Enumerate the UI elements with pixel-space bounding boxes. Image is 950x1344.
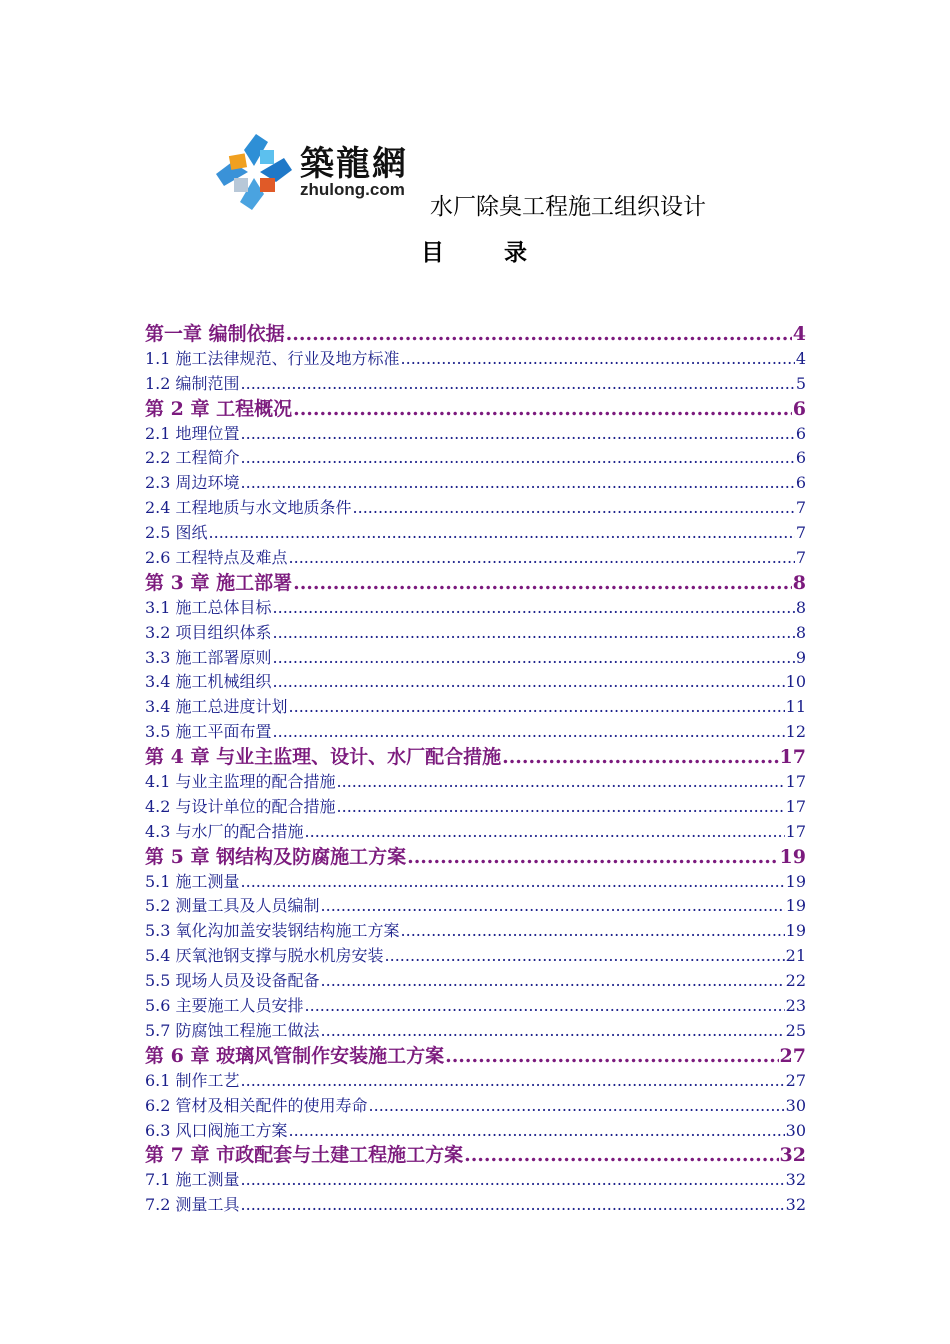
toc-entry-page-number: 19	[785, 921, 806, 941]
toc-section-entry[interactable]	[145, 496, 806, 521]
toc-entry-page-number: 6	[795, 448, 806, 468]
logo-url-text: zhulong.com	[300, 180, 405, 199]
toc-entry-label: 2.1 地理位置	[145, 423, 240, 443]
toc-entry-label: 6.1 制作工艺	[145, 1070, 240, 1090]
toc-chapter-entry[interactable]	[145, 845, 806, 870]
toc-entry-label: 5.5 现场人员及设备配备	[145, 971, 320, 991]
toc-entry-label: 2.3 周边环境	[145, 473, 240, 493]
toc-entry-label: 第 7 章 市政配套与土建工程施工方案	[145, 1144, 464, 1167]
toc-entry-label: 第一章 编制依据	[145, 323, 285, 345]
toc-entry-label: 7.1 施工测量	[145, 1170, 240, 1190]
toc-dot-leader	[369, 1094, 785, 1119]
toc-section-entry[interactable]	[145, 1119, 806, 1144]
toc-section-entry[interactable]	[145, 695, 806, 720]
toc-entry-page-number: 4	[792, 323, 806, 345]
toc-section-entry[interactable]	[145, 795, 806, 820]
toc-dot-leader	[305, 820, 785, 845]
logo-pinwheel-icon	[214, 132, 294, 212]
zhulong-logo	[214, 132, 428, 212]
toc-section-entry[interactable]	[145, 894, 806, 919]
toc-entry-page-number: 17	[785, 796, 806, 816]
toc-entry-page-number: 8	[795, 597, 806, 617]
toc-entry-label: 6.2 管材及相关配件的使用寿命	[145, 1095, 368, 1115]
toc-dot-leader	[241, 870, 785, 895]
toc-section-entry[interactable]	[145, 770, 806, 795]
toc-entry-page-number: 7	[795, 498, 806, 518]
toc-section-entry[interactable]	[145, 372, 806, 397]
toc-section-entry[interactable]	[145, 670, 806, 695]
toc-entry-page-number: 7	[795, 523, 806, 543]
toc-entry-label: 3.4 施工机械组织	[145, 672, 272, 692]
toc-entry-page-number: 19	[779, 845, 806, 868]
toc-entry-page-number: 17	[785, 821, 806, 841]
toc-dot-leader	[321, 1019, 785, 1044]
toc-entry-page-number: 10	[785, 672, 806, 692]
logo-chinese-text: 築龍網	[300, 144, 408, 184]
toc-dot-leader	[241, 422, 795, 447]
toc-heading-left: 目	[421, 239, 446, 266]
toc-entry-label: 5.1 施工测量	[145, 871, 240, 891]
toc-section-entry[interactable]	[145, 1168, 806, 1193]
toc-entry-page-number: 5	[795, 373, 806, 393]
toc-entry-page-number: 30	[785, 1095, 806, 1115]
toc-dot-leader	[289, 546, 795, 571]
toc-entry-label: 6.3 风口阀施工方案	[145, 1120, 288, 1140]
toc-entry-label: 3.3 施工部署原则	[145, 647, 272, 667]
toc-dot-leader	[401, 347, 795, 372]
toc-entry-page-number: 8	[792, 571, 806, 594]
toc-entry-label: 1.2 编制范围	[145, 373, 240, 393]
toc-dot-leader	[337, 795, 785, 820]
toc-entry-label: 7.2 测量工具	[145, 1195, 240, 1215]
toc-entry-label: 1.1 施工法律规范、行业及地方标准	[145, 348, 400, 368]
toc-entry-page-number: 4	[795, 348, 806, 368]
toc-entry-page-number: 7	[795, 548, 806, 568]
toc-entry-label: 2.4 工程地质与水文地质条件	[145, 498, 352, 518]
toc-entry-label: 4.2 与设计单位的配合措施	[145, 796, 336, 816]
toc-entry-page-number: 17	[779, 746, 806, 769]
toc-dot-leader	[293, 397, 792, 422]
toc-entry-page-number: 19	[785, 871, 806, 891]
toc-dot-leader	[241, 1168, 785, 1193]
toc-dot-leader	[385, 944, 785, 969]
toc-entry-label: 5.3 氧化沟加盖安装钢结构施工方案	[145, 921, 400, 941]
toc-entry-page-number: 32	[785, 1170, 806, 1190]
toc-section-entry[interactable]	[145, 720, 806, 745]
toc-entry-label: 第 2 章 工程概况	[145, 397, 293, 420]
toc-section-entry[interactable]	[145, 521, 806, 546]
toc-section-entry[interactable]	[145, 1094, 806, 1119]
document-title: 水厂除臭工程施工组织设计	[430, 194, 706, 220]
toc-dot-leader	[289, 1119, 785, 1144]
toc-entry-label: 2.6 工程特点及难点	[145, 548, 288, 568]
toc-dot-leader	[273, 670, 785, 695]
toc-entry-label: 4.3 与水厂的配合措施	[145, 821, 304, 841]
toc-dot-leader	[502, 745, 778, 770]
toc-dot-leader	[321, 894, 785, 919]
toc-chapter-entry[interactable]	[145, 571, 806, 596]
toc-entry-label: 3.5 施工平面布置	[145, 722, 272, 742]
toc-dot-leader	[289, 695, 785, 720]
toc-entry-label: 4.1 与业主监理的配合措施	[145, 772, 336, 792]
toc-dot-leader	[241, 1069, 785, 1094]
toc-heading	[0, 234, 950, 267]
toc-dot-leader	[464, 1143, 778, 1168]
toc-dot-leader	[401, 919, 785, 944]
table-of-contents	[145, 322, 806, 1218]
toc-dot-leader	[241, 372, 795, 397]
toc-entry-label: 第 3 章 施工部署	[145, 571, 293, 594]
toc-section-entry[interactable]	[145, 820, 806, 845]
toc-section-entry[interactable]	[145, 347, 806, 372]
toc-section-entry[interactable]	[145, 446, 806, 471]
toc-section-entry[interactable]	[145, 1193, 806, 1218]
toc-section-entry[interactable]	[145, 596, 806, 621]
toc-section-entry[interactable]	[145, 870, 806, 895]
toc-entry-label: 3.2 项目组织体系	[145, 622, 272, 642]
toc-section-entry[interactable]	[145, 919, 806, 944]
toc-entry-page-number: 11	[785, 697, 806, 717]
toc-entry-page-number: 21	[785, 946, 806, 966]
toc-entry-label: 2.5 图纸	[145, 523, 208, 543]
toc-dot-leader	[273, 646, 795, 671]
toc-dot-leader	[445, 1044, 778, 1069]
toc-section-entry[interactable]	[145, 969, 806, 994]
toc-section-entry[interactable]	[145, 1069, 806, 1094]
toc-chapter-entry[interactable]	[145, 1143, 806, 1168]
toc-entry-page-number: 19	[785, 896, 806, 916]
toc-entry-page-number: 8	[795, 622, 806, 642]
toc-dot-leader	[286, 322, 792, 347]
toc-dot-leader	[209, 521, 795, 546]
toc-dot-leader	[241, 1193, 785, 1218]
toc-entry-label: 3.1 施工总体目标	[145, 597, 272, 617]
toc-section-entry[interactable]	[145, 546, 806, 571]
toc-dot-leader	[273, 596, 795, 621]
toc-section-entry[interactable]	[145, 1019, 806, 1044]
toc-dot-leader	[321, 969, 785, 994]
toc-entry-label: 5.4 厌氧池钢支撑与脱水机房安装	[145, 946, 384, 966]
toc-entry-label: 5.7 防腐蚀工程施工做法	[145, 1020, 320, 1040]
toc-chapter-entry[interactable]	[145, 745, 806, 770]
toc-dot-leader	[273, 720, 785, 745]
toc-dot-leader	[293, 571, 792, 596]
toc-entry-label: 2.2 工程简介	[145, 448, 240, 468]
toc-entry-label: 第 4 章 与业主监理、设计、水厂配合措施	[145, 746, 502, 769]
toc-section-entry[interactable]	[145, 646, 806, 671]
toc-entry-page-number: 6	[795, 473, 806, 493]
toc-section-entry[interactable]	[145, 422, 806, 447]
toc-entry-page-number: 27	[779, 1044, 806, 1067]
toc-entry-label: 5.6 主要施工人员安排	[145, 996, 304, 1016]
toc-entry-page-number: 25	[785, 1020, 806, 1040]
toc-entry-page-number: 30	[785, 1120, 806, 1140]
toc-dot-leader	[337, 770, 785, 795]
toc-entry-page-number: 27	[785, 1070, 806, 1090]
toc-entry-page-number: 12	[785, 722, 806, 742]
toc-entry-page-number: 17	[785, 772, 806, 792]
toc-dot-leader	[241, 471, 795, 496]
toc-chapter-entry[interactable]	[145, 1044, 806, 1069]
toc-dot-leader	[305, 994, 785, 1019]
toc-section-entry[interactable]	[145, 994, 806, 1019]
toc-dot-leader	[407, 845, 778, 870]
toc-section-entry[interactable]	[145, 621, 806, 646]
toc-entry-page-number: 23	[785, 996, 806, 1016]
toc-heading-right: 录	[504, 239, 529, 266]
toc-entry-label: 第 6 章 玻璃风管制作安装施工方案	[145, 1044, 445, 1067]
toc-entry-label: 5.2 测量工具及人员编制	[145, 896, 320, 916]
toc-entry-label: 3.4 施工总进度计划	[145, 697, 288, 717]
toc-entry-page-number: 9	[795, 647, 806, 667]
toc-entry-page-number: 6	[795, 423, 806, 443]
toc-dot-leader	[273, 621, 795, 646]
toc-entry-page-number: 32	[779, 1144, 806, 1167]
toc-chapter-entry[interactable]	[145, 397, 806, 422]
toc-entry-page-number: 22	[785, 971, 806, 991]
toc-entry-page-number: 32	[785, 1195, 806, 1215]
toc-dot-leader	[241, 446, 795, 471]
toc-chapter-entry[interactable]	[145, 322, 806, 347]
toc-section-entry[interactable]	[145, 944, 806, 969]
toc-section-entry[interactable]	[145, 471, 806, 496]
toc-dot-leader	[353, 496, 795, 521]
toc-entry-label: 第 5 章 钢结构及防腐施工方案	[145, 845, 407, 868]
toc-entry-page-number: 6	[792, 397, 806, 420]
